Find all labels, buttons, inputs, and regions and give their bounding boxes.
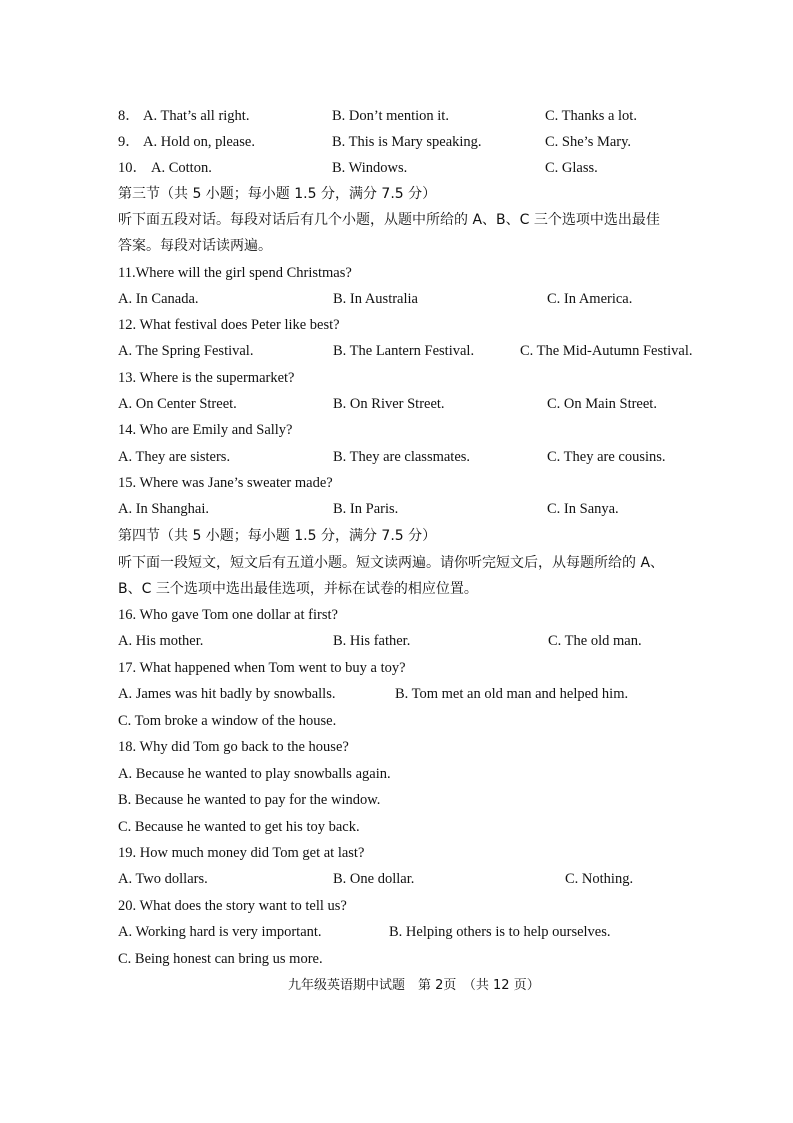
q12-option-c: C. The Mid-Autumn Festival. <box>520 343 693 359</box>
q17-option-b: B. Tom met an old man and helped him. <box>395 686 629 702</box>
q9-option-a: A. Hold on, please. <box>143 134 255 150</box>
q13-option-a: A. On Center Street. <box>118 396 237 412</box>
q18-option-c: C. Because he wanted to get his toy back. <box>118 819 360 835</box>
q20-option-c: C. Being honest can bring us more. <box>118 951 323 967</box>
q14-option-a: A. They are sisters. <box>118 449 231 465</box>
q10-option-c: C. Glass. <box>545 160 598 176</box>
q19-option-a: A. Two dollars. <box>118 871 208 887</box>
q17-option-c: C. Tom broke a window of the house. <box>118 713 337 729</box>
q20-option-b: B. Helping others is to help ourselves. <box>389 924 611 940</box>
q13-option-c: C. On Main Street. <box>547 396 657 412</box>
q10-number: 10． <box>118 160 147 176</box>
q15-question: 15. Where was Jane’s sweater made? <box>118 475 333 491</box>
q10-option-a: A. Cotton. <box>151 160 212 176</box>
q12-question: 12. What festival does Peter like best? <box>118 317 340 333</box>
section3-instructions-line1: 听下面五段对话。每段对话后有几个小题，从题中所给的 A、B、C 三个选项中选出最佳 <box>118 212 660 228</box>
q19-option-c: C. Nothing. <box>565 871 634 887</box>
q15-option-a: A. In Shanghai. <box>118 501 210 517</box>
q11-option-b: B. In Australia <box>333 291 418 307</box>
q19-option-b: B. One dollar. <box>333 871 415 887</box>
q18-option-a: A. Because he wanted to play snowballs again. <box>118 766 391 782</box>
q11-option-c: C. In America. <box>547 291 633 307</box>
q10-option-b: B. Windows. <box>332 160 408 176</box>
q19-question: 19. How much money did Tom get at last? <box>118 845 365 861</box>
section4-instructions-line1: 听下面一段短文，短文后有五道小题。短文读两遍。请你听完短文后，从每题所给的 A、 <box>118 555 665 571</box>
q16-option-a: A. His mother. <box>118 633 204 649</box>
q8-number: 8． <box>118 108 140 124</box>
q8-option-c: C. Thanks a lot. <box>545 108 637 124</box>
q20-option-a: A. Working hard is very important. <box>118 924 322 940</box>
q15-option-b: B. In Paris. <box>333 501 399 517</box>
q13-question: 13. Where is the supermarket? <box>118 370 295 386</box>
q14-option-c: C. They are cousins. <box>547 449 666 465</box>
q9-option-c: C. She’s Mary. <box>545 134 632 150</box>
q12-option-a: A. The Spring Festival. <box>118 343 254 359</box>
q16-question: 16. Who gave Tom one dollar at first? <box>118 607 338 623</box>
q18-question: 18. Why did Tom go back to the house? <box>118 739 349 755</box>
section3-heading: 第三节（共 5 小题；每小题 1.5 分，满分 7.5 分） <box>118 186 437 202</box>
section4-instructions-line2: B、C 三个选项中选出最佳选项，并标在试卷的相应位置。 <box>118 581 478 597</box>
q14-option-b: B. They are classmates. <box>333 449 471 465</box>
section3-instructions-line2: 答案。每段对话读两遍。 <box>118 238 272 254</box>
q8-option-a: A. That’s all right. <box>143 108 250 124</box>
q8-option-b: B. Don’t mention it. <box>332 108 449 124</box>
section4-heading: 第四节（共 5 小题；每小题 1.5 分，满分 7.5 分） <box>118 528 437 544</box>
q16-option-c: C. The old man. <box>548 633 642 649</box>
q9-number: 9． <box>118 134 140 150</box>
q17-question: 17. What happened when Tom went to buy a toy? <box>118 660 406 676</box>
q9-option-b: B. This is Mary speaking. <box>332 134 482 150</box>
q20-question: 20. What does the story want to tell us? <box>118 898 347 914</box>
q13-option-b: B. On River Street. <box>333 396 445 412</box>
q16-option-b: B. His father. <box>333 633 411 649</box>
q14-question: 14. Who are Emily and Sally? <box>118 422 293 438</box>
q11-option-a: A. In Canada. <box>118 291 199 307</box>
q12-option-b: B. The Lantern Festival. <box>333 343 475 359</box>
q17-option-a: A. James was hit badly by snowballs. <box>118 686 336 702</box>
q15-option-c: C. In Sanya. <box>547 501 619 517</box>
page-footer: 九年级英语期中试题 第 2页 （共 12 页） <box>288 978 540 993</box>
q18-option-b: B. Because he wanted to pay for the window. <box>118 792 381 808</box>
q11-question: 11.Where will the girl spend Christmas? <box>118 265 352 281</box>
